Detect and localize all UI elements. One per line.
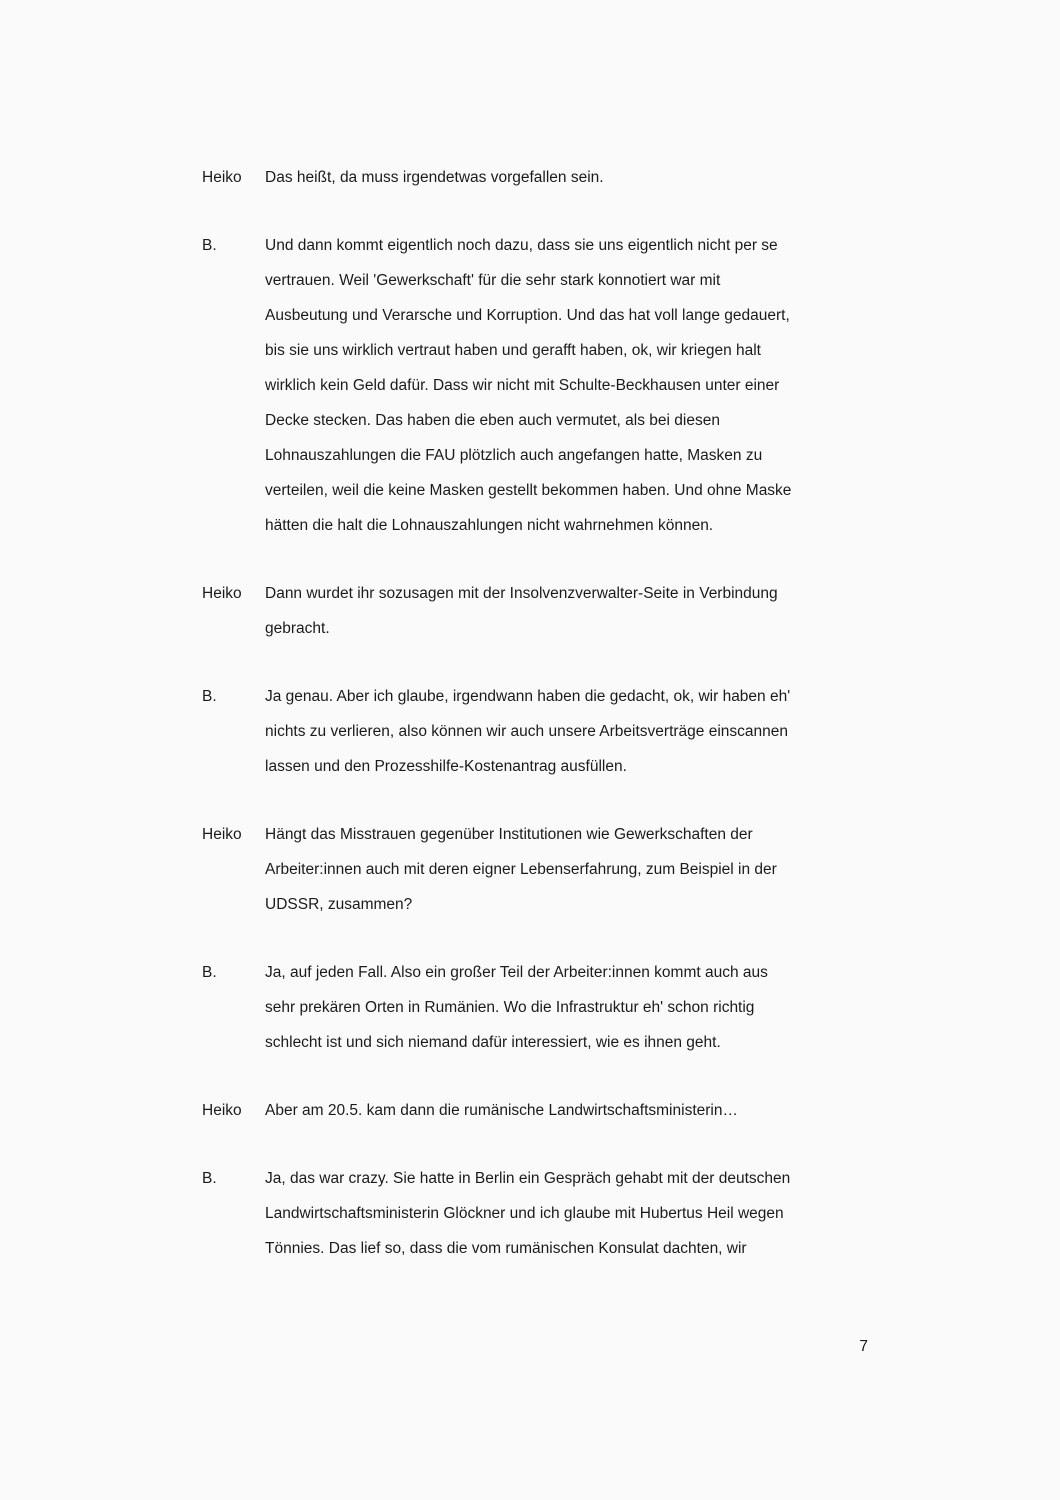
utterance-line: Tönnies. Das lief so, dass die vom rumänischen Konsulat dachten, wir xyxy=(265,1240,747,1257)
utterance-line: Ausbeutung und Verarsche und Korruption. Und das hat voll lange gedauert, xyxy=(265,307,790,324)
utterance-line: Decke stecken. Das haben die eben auch vermutet, als bei diesen xyxy=(265,412,720,429)
page-number: 7 xyxy=(859,1338,868,1355)
transcript-turn xyxy=(202,1161,870,1266)
utterance-line: Das heißt, da muss irgendetwas vorgefallen sein. xyxy=(265,169,604,186)
speaker-label: B. xyxy=(202,237,217,254)
utterance-text xyxy=(265,576,870,646)
utterance-line: Und dann kommt eigentlich noch dazu, dass sie uns eigentlich nicht per se xyxy=(265,237,778,254)
speaker-label: Heiko xyxy=(202,826,242,843)
utterance-text xyxy=(265,817,870,922)
utterance-line: Dann wurdet ihr sozusagen mit der Insolvenzverwalter-Seite in Verbindung xyxy=(265,585,778,602)
utterance-line: nichts zu verlieren, also können wir auch unsere Arbeitsverträge einscannen xyxy=(265,723,788,740)
utterance-line: Aber am 20.5. kam dann die rumänische Landwirtschaftsministerin… xyxy=(265,1102,738,1119)
utterance-line: Ja, das war crazy. Sie hatte in Berlin ein Gespräch gehabt mit der deutschen xyxy=(265,1170,791,1187)
utterance-line: Ja, auf jeden Fall. Also ein großer Teil der Arbeiter:innen kommt auch aus xyxy=(265,964,768,981)
speaker-label: Heiko xyxy=(202,585,242,602)
speaker-label: Heiko xyxy=(202,169,242,186)
transcript-body xyxy=(202,160,870,1299)
utterance-line: Ja genau. Aber ich glaube, irgendwann haben die gedacht, ok, wir haben eh' xyxy=(265,688,791,705)
transcript-turn xyxy=(202,955,870,1060)
utterance-line: hätten die halt die Lohnauszahlungen nicht wahrnehmen können. xyxy=(265,517,714,534)
utterance-line: Lohnauszahlungen die FAU plötzlich auch angefangen hatte, Masken zu xyxy=(265,447,763,464)
utterance-text xyxy=(265,679,870,784)
utterance-text xyxy=(265,1161,870,1266)
utterance-text xyxy=(265,1093,870,1128)
speaker-label: B. xyxy=(202,1170,217,1187)
speaker-label: B. xyxy=(202,964,217,981)
utterance-line: vertrauen. Weil 'Gewerkschaft' für die sehr stark konnotiert war mit xyxy=(265,272,721,289)
utterance-text xyxy=(265,160,870,195)
speaker-label: Heiko xyxy=(202,1102,242,1119)
transcript-turn xyxy=(202,1093,870,1128)
utterance-line: UDSSR, zusammen? xyxy=(265,896,413,913)
utterance-line: Landwirtschaftsministerin Glöckner und ich glaube mit Hubertus Heil wegen xyxy=(265,1205,784,1222)
utterance-text xyxy=(265,955,870,1060)
utterance-line: schlecht ist und sich niemand dafür interessiert, wie es ihnen geht. xyxy=(265,1034,721,1051)
utterance-line: lassen und den Prozesshilfe-Kostenantrag ausfüllen. xyxy=(265,758,627,775)
utterance-text xyxy=(265,228,870,543)
transcript-turn xyxy=(202,817,870,922)
utterance-line: Arbeiter:innen auch mit deren eigner Lebenserfahrung, zum Beispiel in der xyxy=(265,861,777,878)
speaker-label: B. xyxy=(202,688,217,705)
utterance-line: Hängt das Misstrauen gegenüber Institutionen wie Gewerkschaften der xyxy=(265,826,753,843)
transcript-turn xyxy=(202,576,870,646)
utterance-line: sehr prekären Orten in Rumänien. Wo die Infrastruktur eh' schon richtig xyxy=(265,999,755,1016)
utterance-line: gebracht. xyxy=(265,620,330,637)
transcript-turn xyxy=(202,679,870,784)
transcript-turn xyxy=(202,228,870,543)
transcript-turn xyxy=(202,160,870,195)
utterance-line: wirklich kein Geld dafür. Dass wir nicht mit Schulte-Beckhausen unter einer xyxy=(265,377,780,394)
utterance-line: verteilen, weil die keine Masken gestellt bekommen haben. Und ohne Maske xyxy=(265,482,792,499)
utterance-line: bis sie uns wirklich vertraut haben und gerafft haben, ok, wir kriegen halt xyxy=(265,342,761,359)
